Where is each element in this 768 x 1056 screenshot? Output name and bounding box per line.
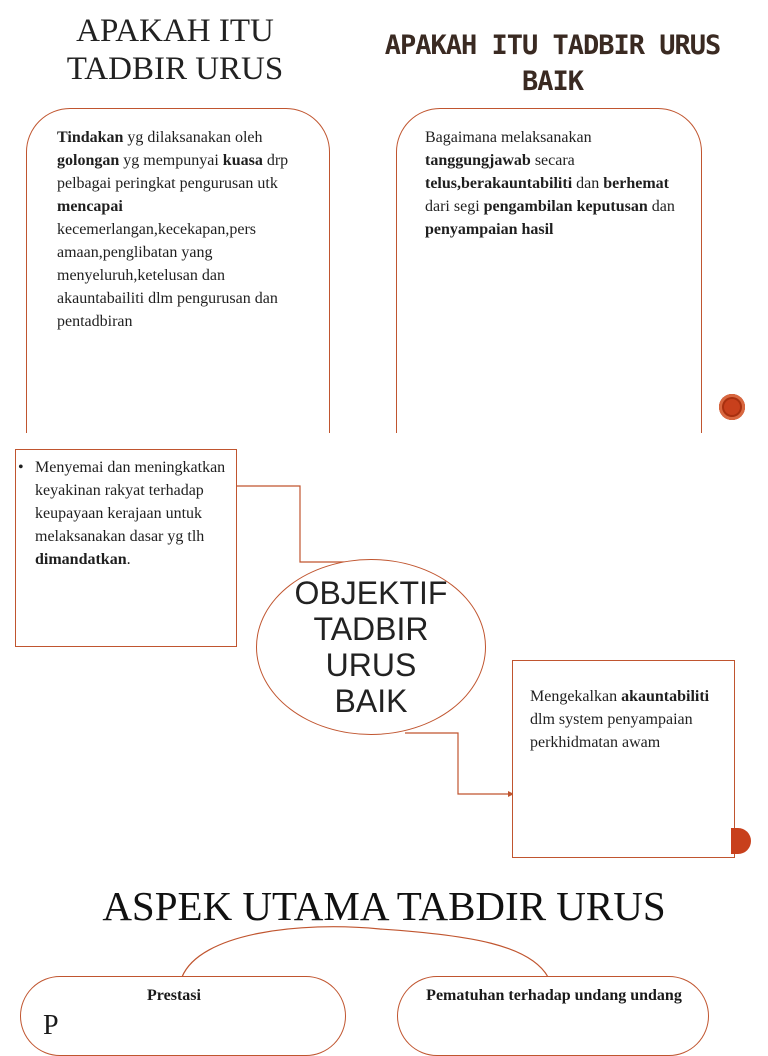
aspect-box-pematuhan	[397, 976, 709, 1056]
aspect-heading-prestasi: Prestasi	[147, 987, 201, 1004]
aspect-title: ASPEK UTAMA TABDIR URUS	[102, 883, 666, 929]
title-line-2: TADBIR URUS	[66, 51, 284, 87]
aspect-heading-pematuhan: Pematuhan terhadap undang undang	[426, 987, 682, 1004]
good-governance-box-clip	[392, 108, 708, 433]
title-line-1: APAKAH ITU	[76, 13, 274, 49]
title-apakah-itu-tadbir-urus-baik	[380, 28, 725, 100]
aspect-body-partial: P	[43, 1010, 59, 1041]
bullet: •	[18, 459, 24, 476]
title-line-2: BAIK	[521, 66, 584, 97]
definition-text: Tindakan yg dilaksanakan oleh golongan yg mempunyai kuasa drp pelbagai peringkat pengurusan utk mencapai kecemerlangan,kecekapan,pers amaan,penglibatan yang menyeluruh,ketelusan dan akauntabailiti dlm pengurusan dan pentadbiran	[57, 129, 289, 330]
aspect-box-prestasi	[20, 976, 346, 1056]
title-line-1: APAKAH ITU TADBIR URUS	[384, 30, 721, 61]
objective-box-1	[15, 449, 237, 647]
title-apakah-itu-tadbir-urus	[40, 12, 310, 88]
decorative-circle-icon	[719, 394, 745, 420]
objective-text-2: Mengekalkan akauntabiliti dlm system penyampaian perkhidmatan awam	[530, 688, 710, 751]
definition-box-clip	[22, 108, 334, 433]
objective-center-oval	[256, 559, 486, 735]
objective-box-2	[512, 660, 735, 858]
objective-text-1: Menyemai dan meningkatkan keyakinan rakyat terhadap keupayaan kerajaan untuk melaksanakan dasar yg tlh dimandatkan.	[35, 459, 226, 568]
good-governance-text: Bagaimana melaksanakan tanggungjawab secara telus,berakauntabiliti dan berhemat dari segi pengambilan keputusan dan penyampaian hasil	[425, 129, 675, 238]
objective-center-label: OBJEKTIF TADBIR URUS BAIK	[294, 575, 448, 719]
